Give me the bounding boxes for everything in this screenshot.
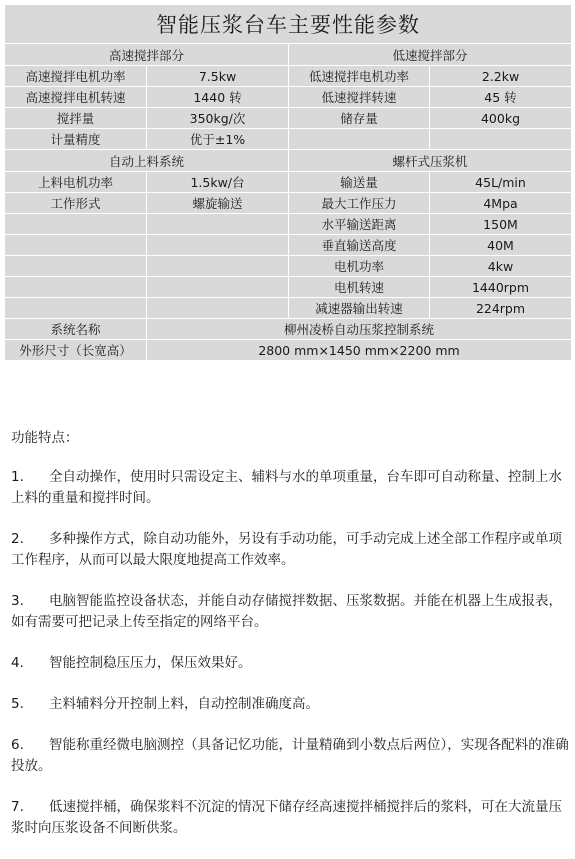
table-row [5, 87, 572, 108]
high-speed-param-label: 高速搅拌电机功率 [5, 66, 147, 87]
screw-param-value: 150M [430, 214, 572, 235]
screw-param-label: 水平输送距离 [289, 214, 430, 235]
empty-cell [147, 256, 289, 277]
high-speed-param-value: 1440 转 [147, 87, 289, 108]
feature-number: 5. [11, 696, 24, 712]
empty-cell [5, 277, 147, 298]
table-row [5, 340, 572, 361]
feature-text: 多种操作方式，除自动功能外，另设有手动功能，可手动完成上述全部工作程序或单项工作程序，从而可以最大限度地提高工作效率。 [11, 531, 562, 568]
table-row [5, 214, 572, 235]
screw-param-label: 电机转速 [289, 277, 430, 298]
screw-param-value: 224rpm [430, 298, 572, 319]
feature-item [11, 653, 571, 674]
table-row [5, 172, 572, 193]
low-speed-param-label: 储存量 [289, 108, 430, 129]
feed-param-label: 上料电机功率 [5, 172, 147, 193]
table-row [5, 66, 572, 87]
high-speed-param-value: 7.5kw [147, 66, 289, 87]
feed-param-value: 螺旋输送 [147, 193, 289, 214]
table-row [5, 319, 572, 340]
empty-cell [147, 298, 289, 319]
feature-item [11, 797, 571, 839]
feature-item [11, 467, 571, 509]
screw-section-header: 螺杆式压浆机 [289, 150, 572, 172]
empty-cell [5, 235, 147, 256]
empty-cell [147, 214, 289, 235]
feature-text: 低速搅拌桶，确保浆料不沉淀的情况下储存经高速搅拌桶搅拌后的浆料，可在大流量压浆时向压浆设备不间断供浆。 [11, 799, 562, 836]
empty-cell [5, 298, 147, 319]
features-heading: 功能特点： [11, 430, 79, 446]
feature-text: 智能控制稳压压力，保压效果好。 [49, 655, 252, 671]
low-speed-param-label: 低速搅拌转速 [289, 87, 430, 108]
high-speed-param-label: 高速搅拌电机转速 [5, 87, 147, 108]
table-row [5, 193, 572, 214]
screw-param-value: 1440rpm [430, 277, 572, 298]
low-speed-section-header: 低速搅拌部分 [289, 44, 572, 66]
feed-param-value: 1.5kw/台 [147, 172, 289, 193]
screw-param-label: 电机功率 [289, 256, 430, 277]
features-section [11, 428, 571, 859]
feature-text: 智能称重经微电脑测控（具备记忆功能，计量精确到小数点后两位），实现各配料的准确投放。 [11, 737, 569, 774]
system-name-label: 系统名称 [5, 319, 147, 340]
feature-item [11, 529, 571, 571]
screw-param-value: 45L/min [430, 172, 572, 193]
screw-param-label: 减速器输出转速 [289, 298, 430, 319]
screw-param-value: 4Mpa [430, 193, 572, 214]
feature-item [11, 694, 571, 715]
screw-param-label: 输送量 [289, 172, 430, 193]
low-speed-param-value: 2.2kw [430, 66, 572, 87]
screw-param-label: 垂直输送高度 [289, 235, 430, 256]
table-row [5, 298, 572, 319]
table-row [5, 277, 572, 298]
high-speed-param-value: 优于±1% [147, 129, 289, 150]
high-speed-section-header: 高速搅拌部分 [5, 44, 289, 66]
dimensions-value: 2800 mm×1450 mm×2200 mm [147, 340, 572, 361]
empty-cell [147, 277, 289, 298]
feature-text: 主料辅料分开控制上料，自动控制准确度高。 [49, 696, 319, 712]
empty-cell [430, 129, 572, 150]
screw-param-value: 4kw [430, 256, 572, 277]
empty-cell [5, 214, 147, 235]
screw-param-value: 40M [430, 235, 572, 256]
feature-number: 3. [11, 593, 24, 609]
high-speed-param-label: 搅拌量 [5, 108, 147, 129]
high-speed-param-label: 计量精度 [5, 129, 147, 150]
low-speed-param-label: 低速搅拌电机功率 [289, 66, 430, 87]
spec-table [4, 4, 572, 361]
feature-item [11, 735, 571, 777]
feature-number: 7. [11, 799, 24, 815]
screw-param-label: 最大工作压力 [289, 193, 430, 214]
high-speed-param-value: 350kg/次 [147, 108, 289, 129]
table-row [5, 235, 572, 256]
feature-item [11, 591, 571, 633]
dimensions-label: 外形尺寸（长宽高） [5, 340, 147, 361]
system-name-value: 柳州凌桥自动压浆控制系统 [147, 319, 572, 340]
table-row [5, 108, 572, 129]
feature-text: 全自动操作，使用时只需设定主、辅料与水的单项重量，台车即可自动称量、控制上水上料的重量和搅拌时间。 [11, 469, 562, 506]
table-row [5, 129, 572, 150]
empty-cell [289, 129, 430, 150]
empty-cell [147, 235, 289, 256]
feature-number: 2. [11, 531, 24, 547]
feed-section-header: 自动上料系统 [5, 150, 289, 172]
table-row [5, 256, 572, 277]
low-speed-param-value: 45 转 [430, 87, 572, 108]
feed-param-label: 工作形式 [5, 193, 147, 214]
feature-text: 电脑智能监控设备状态，并能自动存储搅拌数据、压浆数据。并能在机器上生成报表，如有需要可把记录上传至指定的网络平台。 [11, 593, 562, 630]
low-speed-param-value: 400kg [430, 108, 572, 129]
feature-number: 1. [11, 469, 24, 485]
empty-cell [5, 256, 147, 277]
table-title: 智能压浆台车主要性能参数 [5, 5, 572, 44]
feature-number: 4. [11, 655, 24, 671]
feature-number: 6. [11, 737, 24, 753]
